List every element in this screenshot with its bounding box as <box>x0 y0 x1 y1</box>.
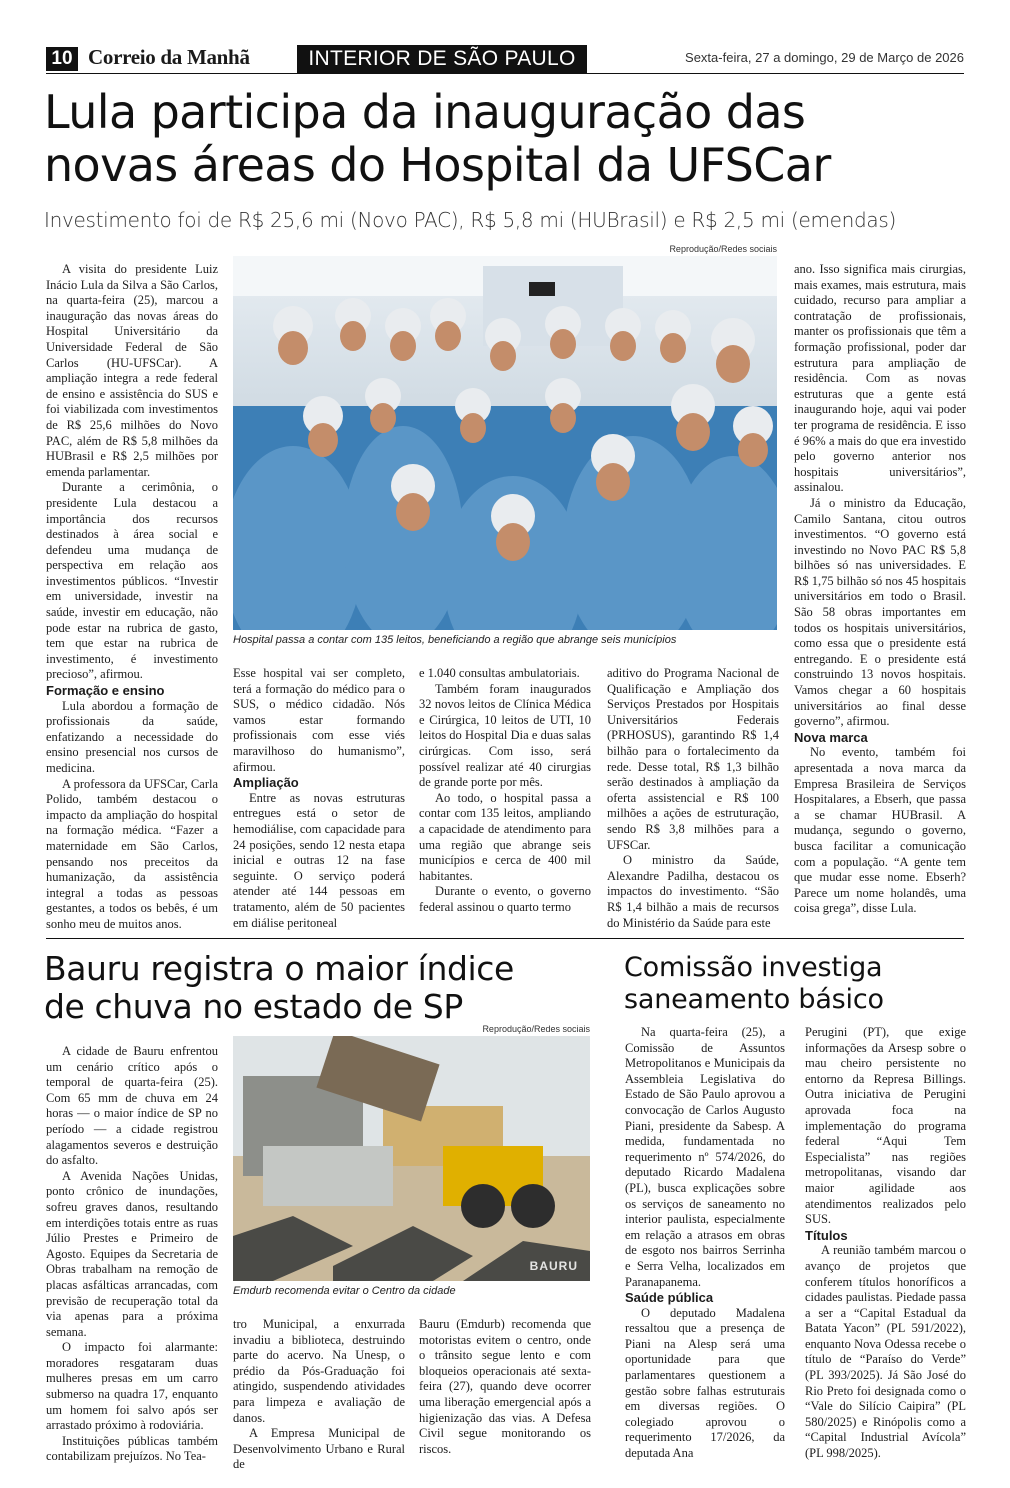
article2-photo-credit: Reprodução/Redes sociais <box>482 1024 590 1034</box>
paragraph: Instituições públicas também contabilizam prejuízos. No Tea- <box>46 1433 218 1464</box>
paragraph: A professora da UFSCar, Carla Polido, também destacou o impacto da ampliação do hospital na formação médica. “Fazer a maternidade em São Carlos, pensando nos preceitos da humanização, da assistência integral a todas as pessoas gestantes, a todos os bebês, é um sonho meu de muitos anos. <box>46 776 218 931</box>
paragraph: Já o ministro da Educação, Camilo Santana, citou outros investimentos. “O governo está investindo no Novo PAC R$ 5,8 bilhões só nas universidades. E R$ 1,75 bilhão só nos 45 hospitais universitários em todo o Brasil. São 58 obras importantes em todos os hospitais universitários, como essa que o presidente está entregando. E o presidente está construindo 13 novos hospitais. Vamos chegar a 60 hospitais universitários ao final desse governo”, afirmou. <box>794 495 966 729</box>
paragraph: ano. Isso significa mais cirurgias, mais exames, mais estrutura, mais cuidado, recurso para ampliar a contratação de profissionais, manter os profissionais que têm a formação profissional, poder dar estrutura para ampliação de residência. Com as novas estruturas que a gente está inaugurando hoje, aqui vai poder ter programa de residência. E isso é 96% a mais do que era investido pelo governo anterior nos hospitais universitários”, assinalou. <box>794 262 966 495</box>
subheading: Títulos <box>805 1227 848 1243</box>
paragraph: A reunião também marcou o avanço de projetos que conferem títulos honoríficos a cidades paulistas. Piedade passa a ser a “Capital Estadual da Batata Yacon” (PL 591/2022), enquanto Nova Odessa recebe o título de “Paraíso do Verde” (PL 393/2025). Já São José do Rio Preto foi designada como o “Vale do Silício Caipira” (PL 580/2025) e Rinópolis como a “Capital Industrial Avícola” (PL 998/2025). <box>805 1243 966 1461</box>
article1-photo-caption: Hospital passa a contar com 135 leitos, beneficiando a região que abrange seis municípios <box>233 634 677 646</box>
paragraph: Durante o evento, o governo federal assinou o quarto termo <box>419 884 591 914</box>
paragraph: O ministro da Saúde, Alexandre Padilha, destacou os impactos do investimento. “São R$ 1,4 bilhão a mais de recursos do Ministério da Saúde para este <box>607 853 779 930</box>
article1-headline <box>44 86 974 192</box>
paragraph: A cidade de Bauru enfrentou um cenário crítico após o temporal de quarta-feira (25). Com 65 mm de chuva em 24 horas — o maior índice de SP no período — a cidade registrou alagamentos severos e destruição do asfalto. <box>46 1044 218 1168</box>
article2-photo <box>233 1036 590 1281</box>
article1-col4 <box>607 666 779 931</box>
bauru-logo: BAURU <box>529 1259 578 1273</box>
subheading: Ampliação <box>233 775 299 791</box>
article1-col2 <box>233 666 405 931</box>
paragraph: A Avenida Nações Unidas, ponto crônico de inundações, sofreu graves danos, resultando em interdições totais entre as ruas Júlio Prestes e Primeiro de Agosto. Equipes da Secretaria de Obras trabalham na remoção de placas asfálticas arrancadas, com previsão de recuperação total da via apenas para a próxima semana. <box>46 1168 218 1339</box>
article2-headline <box>44 950 604 1026</box>
article3-headline-line1: Comissão investiga <box>624 952 883 983</box>
paragraph: A Empresa Municipal de Desenvolvimento Urbano e Rural de <box>233 1426 405 1472</box>
article1-headline-line1: Lula participa da inauguração das <box>44 85 806 139</box>
article2-col3 <box>419 1317 591 1457</box>
subheading: Nova marca <box>794 729 868 745</box>
article1-col3 <box>419 666 591 916</box>
paragraph: Entre as novas estruturas entregues está o setor de hemodiálise, com capacidade para 24 posições, sendo 12 nesta etapa inicial e outras 12 na fase seguinte. O serviço poderá atender até 144 pessoas em tratamento, além de 50 pacientes em diálise peritoneal <box>233 790 405 930</box>
paragraph: Lula abordou a formação de profissionais da saúde, enfatizando a necessidade do ensino presencial nos cursos de medicina. <box>46 698 218 775</box>
section-banner: INTERIOR DE SÃO PAULO <box>297 45 587 73</box>
article1-photo <box>233 256 777 630</box>
section-divider <box>46 938 964 939</box>
flood-damage-photo <box>233 1036 590 1281</box>
paragraph: tro Municipal, a enxurrada invadiu a biblioteca, destruindo parte do acervo. Na Unesp, o prédio da Pós-Graduação foi atingido, suspendendo atividades para limpeza e avaliação de danos. <box>233 1317 405 1425</box>
paragraph: Perugini (PT), que exige informações da Arsesp sobre o mau cheiro persistente no entorno da Represa Billings. Outra iniciativa de Perugini aprovada foca na implementação do programa federal “Aqui Tem Especialista” nas regiões metropolitanas, visando dar maior agilidade aos atendimentos realizados pelo SUS. <box>805 1025 966 1227</box>
article1-photo-credit: Reprodução/Redes sociais <box>669 244 777 254</box>
article3-headline <box>624 952 969 1016</box>
article2-col2 <box>233 1317 405 1473</box>
group-photo-hospital <box>233 256 777 630</box>
paragraph: O impacto foi alarmante: moradores resgataram duas mulheres presas em um carro submerso na quadra 17, enquanto um homem foi salvo após ser arrastado próximo à rodoviária. <box>46 1340 218 1433</box>
header-rule <box>46 73 964 74</box>
paragraph: e 1.040 consultas ambulatoriais. <box>419 666 580 680</box>
paragraph: aditivo do Programa Nacional de Qualificação e Ampliação dos Serviços Prestados por Hospitais Universitários Federais (PRHOSUS), garantindo R$ 1,4 bilhão para o fortalecimento da rede. Desse total, R$ 1,3 bilhão serão destinados à ampliação da oferta assistencial e R$ 100 milhões a ações de estruturação, sendo R$ 3,8 milhões para a UFSCar. <box>607 666 779 852</box>
paragraph: Bauru (Emdurb) recomenda que motoristas evitem o centro, onde o trânsito segue lento e com bloqueios operacionais até sexta-feira (27), quando deve ocorrer uma liberação emergencial após a higienização das vias. A Defesa Civil segue monitorando os riscos. <box>419 1317 591 1456</box>
paragraph: O deputado Madalena ressaltou que a presença de Piani na Alesp será uma oportunidade para que parlamentares questionem a gestão sobre falhas estruturais em diversas regiões. O colegiado aprovou o requerimento 17/2026, da deputada Ana <box>625 1305 785 1461</box>
article2-col1 <box>46 1044 218 1465</box>
article3-headline-line2: saneamento básico <box>624 984 884 1015</box>
paragraph: Durante a cerimônia, o presidente Lula destacou a importância dos recursos destinados à área social e defendeu uma mudança de perspectiva em relação aos investimentos públicos. “Investir em universidade, investir na saúde, investir em educação, não pode estar na rubrica de gasto, tem que estar na rubrica de investimento, é investimento precioso”, afirmou. <box>46 480 218 682</box>
article3-col2 <box>805 1025 966 1462</box>
article2-photo-caption: Emdurb recomenda evitar o Centro da cidade <box>233 1285 456 1297</box>
paragraph: Na quarta-feira (25), a Comissão de Assuntos Metropolitanos e Municipais da Assembleia Legislativa do Estado de São Paulo aprovou a convocação de Carlos Augusto Piani, presidente da Sabesp. A medida, fundamentada no requerimento nº 574/2026, do deputado Ricardo Madalena (PL), busca explicações sobre os serviços de saneamento no interior paulista, especialmente em relação a atrasos em obras de esgoto nos bairros Serrinha e Serra Velha, localizados em Paranapanema. <box>625 1025 785 1289</box>
article1-deck: Investimento foi de R$ 25,6 mi (Novo PAC), R$ 5,8 mi (HUBrasil) e R$ 2,5 mi (emendas) <box>44 208 897 232</box>
paragraph: Esse hospital vai ser completo, terá a formação do médico para o SUS, o médico cidadão. Nós vamos estar formando profissionais com esse viés maravilhoso do humanismo”, afirmou. <box>233 666 405 774</box>
article1-col1 <box>46 262 218 933</box>
paragraph: Também foram inaugurados 32 novos leitos de Clínica Médica e Cirúrgica, 10 leitos de UTI, 10 leitos do Hospital Dia e duas salas cirúrgicas. Com isso, será possível realizar até 40 cirurgias de grande porte por mês. <box>419 681 591 790</box>
paragraph: Ao todo, o hospital passa a contar com 135 leitos, ampliando a capacidade de atendimento para uma região que abrange seis municípios e cerca de 400 mil habitantes. <box>419 790 591 883</box>
article2-headline-line1: Bauru registra o maior índice <box>44 949 514 988</box>
article1-headline-line2: novas áreas do Hospital da UFSCar <box>44 138 831 192</box>
article3-col1 <box>625 1025 785 1462</box>
paragraph: No evento, também foi apresentada a nova marca da Empresa Brasileira de Serviços Hospitalares, a Ebserh, que passa a se chamar HUBrasil. A mudança, segundo o governo, busca facilitar a comunicação com a população. “A gente tem que mudar esse nome. Ebserh? Parece um nome holandês, uma coisa grega”, disse Lula. <box>794 745 966 916</box>
subheading: Formação e ensino <box>46 683 165 699</box>
article2-headline-line2: de chuva no estado de SP <box>44 987 463 1026</box>
masthead: Correio da Manhã <box>88 45 250 69</box>
issue-date: Sexta-feira, 27 a domingo, 29 de Março de 2026 <box>685 50 964 65</box>
paragraph: A visita do presidente Luiz Inácio Lula da Silva a São Carlos, na quarta-feira (25), marcou a inauguração das novas áreas do Hospital Universitário da Universidade Federal de São Carlos (HU-UFSCar). A ampliação integra a rede federal de ensino e assistência do SUS e foi viabilizada com investimentos de R$ 25,6 milhões do Novo PAC, além de R$ 5,8 milhões da HUBrasil e R$ 2,5 milhões por emenda parlamentar. <box>46 262 218 479</box>
page-number: 10 <box>46 47 78 71</box>
article1-col5 <box>794 262 966 917</box>
subheading: Saúde pública <box>625 1290 714 1306</box>
